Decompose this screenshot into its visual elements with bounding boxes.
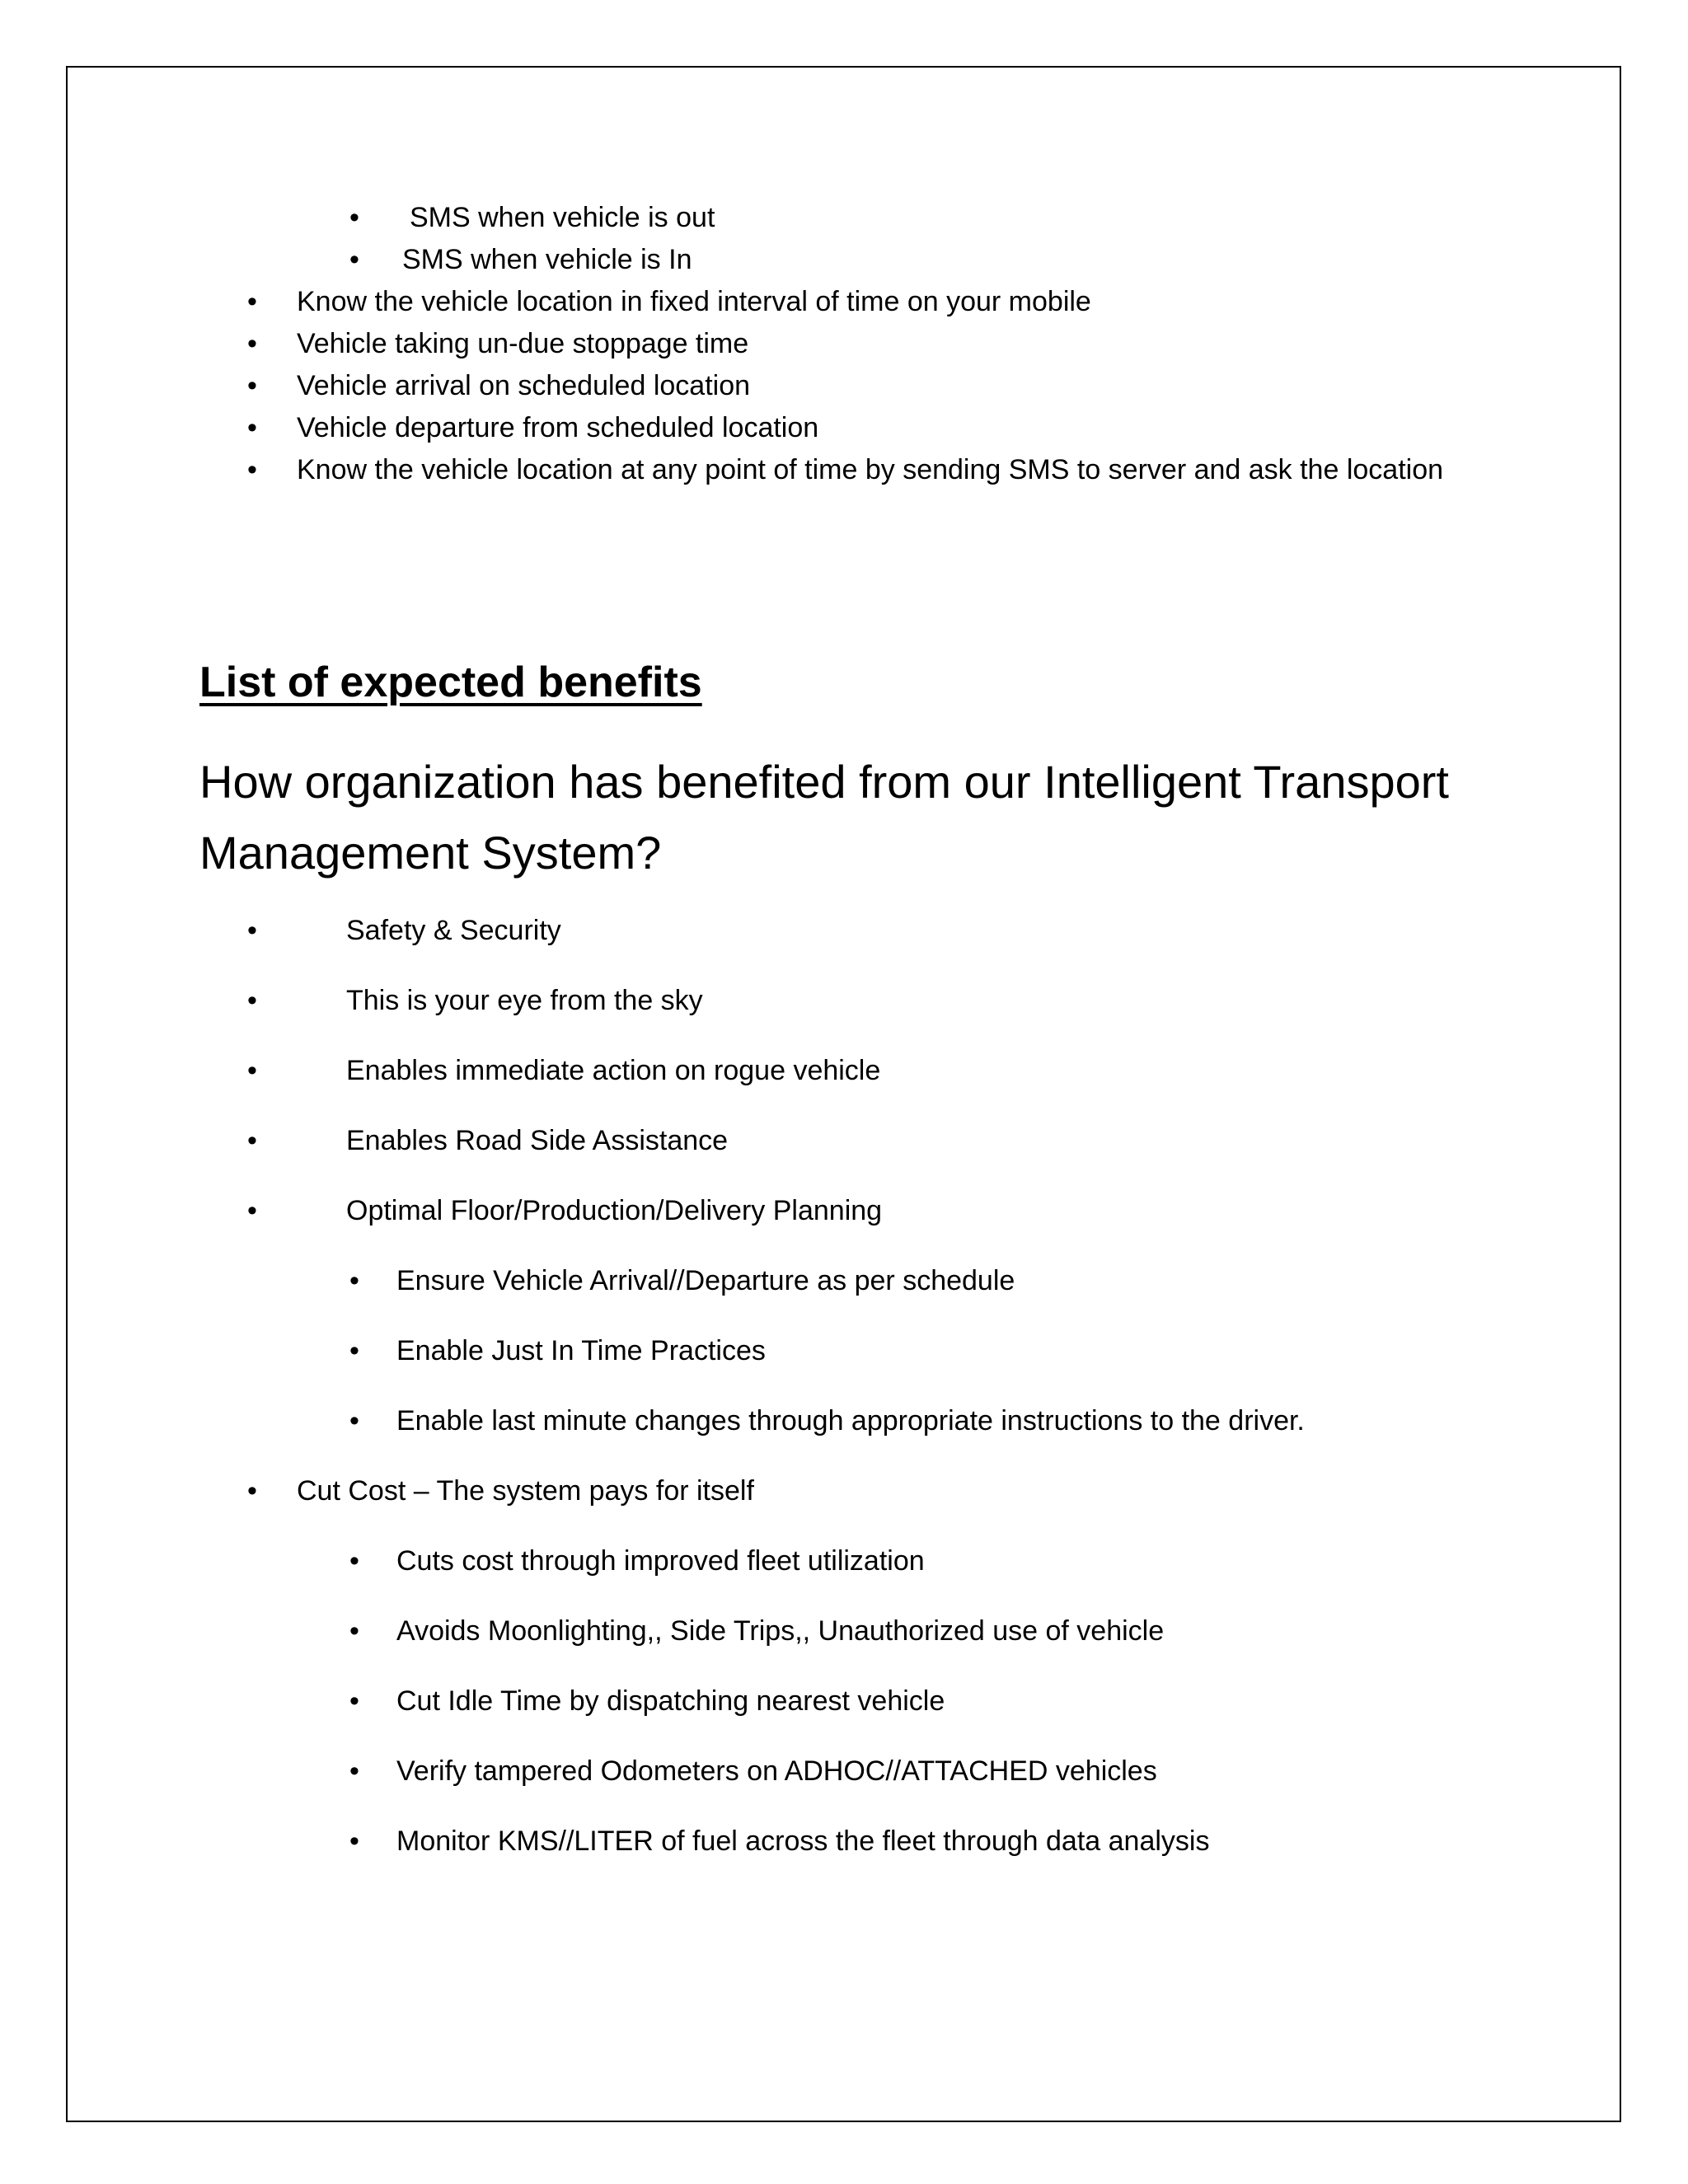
bullet-icon: • [247,286,257,317]
list-item: SMS when vehicle is In [402,244,692,275]
bullet-icon: • [349,1265,359,1296]
bullet-icon: • [349,1615,359,1647]
list-item: Know the vehicle location at any point of time by sending SMS to server and ask the location [297,454,1444,485]
benefit-sub-item: Avoids Moonlighting,, Side Trips,, Unauthorized use of vehicle [396,1615,1165,1647]
benefit-sub-item: Monitor KMS//LITER of fuel across the fleet through data analysis [396,1825,1210,1857]
benefit-item: This is your eye from the sky [346,985,703,1016]
bullet-icon: • [247,412,257,443]
bullet-icon: • [247,985,257,1016]
section-question: How organization has benefited from our Intelligent Transport Management System? [199,756,1449,879]
bullet-icon: • [247,454,257,485]
benefit-item: Optimal Floor/Production/Delivery Planning [346,1195,883,1226]
benefit-item: Enables immediate action on rogue vehicle [346,1055,881,1086]
bullet-icon: • [247,1125,257,1156]
bullet-icon: • [349,244,359,275]
bullet-icon: • [349,1685,359,1717]
list-item: SMS when vehicle is out [410,202,715,233]
bullet-icon: • [247,328,257,359]
benefit-item: Safety & Security [346,915,561,946]
benefit-sub-item: Verify tampered Odometers on ADHOC//ATTACHED vehicles [396,1755,1157,1787]
benefit-sub-item: Cuts cost through improved fleet utilization [396,1545,925,1577]
section-heading: List of expected benefits [199,658,702,706]
bullet-icon: • [247,1055,257,1086]
benefit-sub-item: Cut Idle Time by dispatching nearest vehicle [396,1685,945,1717]
bullet-icon: • [247,370,257,401]
bullet-icon: • [349,1825,359,1857]
bullet-icon: • [349,1755,359,1787]
benefit-item: Cut Cost – The system pays for itself [297,1475,754,1507]
list-item: Vehicle departure from scheduled location [297,412,819,443]
bullet-icon: • [349,1335,359,1366]
benefit-item: Enables Road Side Assistance [346,1125,729,1156]
benefit-sub-item: Enable last minute changes through appropriate instructions to the driver. [396,1405,1305,1436]
benefit-sub-item: Enable Just In Time Practices [396,1335,766,1366]
bullet-icon: • [349,1405,359,1436]
bullet-icon: • [247,915,257,946]
bullet-icon: • [349,202,359,233]
list-item: Vehicle taking un-due stoppage time [297,328,749,359]
list-item: Know the vehicle location in fixed interval of time on your mobile [297,286,1091,317]
bullet-icon: • [247,1475,257,1507]
bullet-icon: • [247,1195,257,1226]
benefit-sub-item: Ensure Vehicle Arrival//Departure as per schedule [396,1265,1015,1296]
bullet-icon: • [349,1545,359,1577]
list-item: Vehicle arrival on scheduled location [297,370,751,401]
